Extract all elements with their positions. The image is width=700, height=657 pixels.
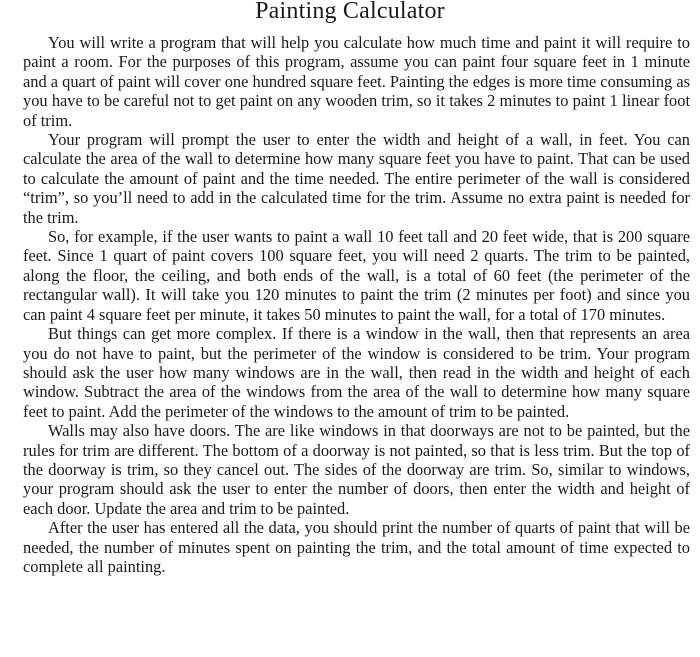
paragraph-example: So, for example, if the user wants to paint a wall 10 feet tall and 20 feet wide, that is 200 square feet. Since 1 quart of paint covers 100 square feet, you will need 2 quarts. The trim to be painted, along the floor, the ceiling, and both ends of the wall, is a total of 60 feet (the perimeter of the rectangular wall). It will take you 120 minutes to paint the trim (2 minutes per foot) and since you can paint 4 square feet per minute, it takes 50 minutes to paint the wall, for a total of 170 minutes. (23, 227, 690, 324)
page-title: Painting Calculator (255, 0, 445, 24)
document-body (23, 33, 690, 576)
paragraph-output: After the user has entered all the data, you should print the number of quarts of paint that will be needed, the number of minutes spent on painting the trim, and the total amount of time expected to complete all painting. (23, 518, 690, 576)
paragraph-intro: You will write a program that will help you calculate how much time and paint it will require to paint a room. For the purposes of this program, assume you can paint four square feet in 1 minute and a quart of paint will cover one hundred square feet. Painting the edges is more time consuming as you have to be careful not to get paint on any wooden trim, so it takes 2 minutes to paint 1 linear foot of trim. (23, 33, 690, 130)
paragraph-wall-input: Your program will prompt the user to enter the width and height of a wall, in feet. You can calculate the area of the wall to determine how many square feet you have to paint. That can be used to calculate the amount of paint and the time needed. The entire perimeter of the wall is considered “trim”, so you’ll need to add in the calculated time for the trim. Assume no extra paint is needed for the trim. (23, 130, 690, 227)
paragraph-windows: But things can get more complex. If there is a window in the wall, then that represents an area you do not have to paint, but the perimeter of the window is considered to be trim. Your program should ask the user how many windows are in the wall, then read in the width and height of each window. Subtract the area of the windows from the area of the wall to determine how many square feet to paint. Add the perimeter of the windows to the amount of trim to be painted. (23, 324, 690, 421)
paragraph-doors: Walls may also have doors. The are like windows in that doorways are not to be painted, but the rules for trim are different. The bottom of a doorway is not painted, so that is less trim. But the top of the doorway is trim, so they cancel out. The sides of the doorway are trim. So, similar to windows, your program should ask the user to enter the number of doors, then enter the width and height of each door. Update the area and trim to be painted. (23, 421, 690, 518)
